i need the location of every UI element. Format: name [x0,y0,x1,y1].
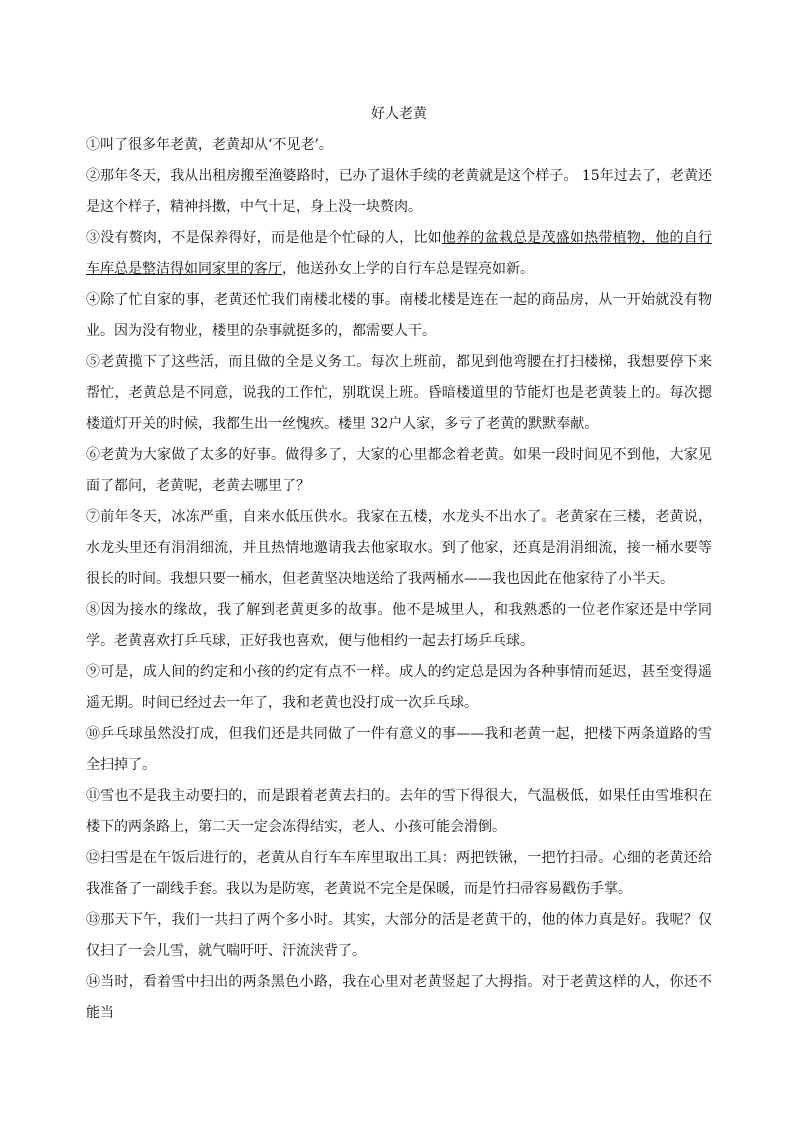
paragraph-3-tail: ，他送孙女上学的自行车总是锃亮如新。 [282,261,534,277]
paragraph-11: ⑪雪也不是我主动要扫的，而是跟着老黄去扫的。去年的雪下得很大，气温极低，如果任由雪堆积在楼下的两条路上，第二天一定会冻得结实，老人、小孩可能会滑倒。 [86,788,712,835]
paragraph-5: ⑤老黄揽下了这些活，而且做的全是义务工。每次上班前，都见到他弯腰在打扫楼梯，我想要停下来帮忙，老黄总是不同意，说我的工作忙，别耽误上班。昏暗楼道里的节能灯也是老黄装上的。每次摁楼道灯开关的时候，我都生出一丝愧疚。楼里 32户人家，多亏了老黄的默默奉献。 [86,354,712,432]
paragraph-7: ⑦前年冬天，冰冻严重，自来水低压供水。我家在五楼，水龙头不出水了。老黄家在三楼，老黄说，水龙头里还有涓涓细流，并且热情地邀请我去他家取水。到了他家，还真是涓涓细流，接一桶水要等很长的时间。我想只要一桶水，但老黄坚决地送给了我两桶水——我也因此在他家待了小半天。 [86,509,712,587]
paragraph-14: ⑭当时，看着雪中扫出的两条黑色小路，我在心里对老黄竖起了大拇指。对于老黄这样的人，你还不能当 [86,974,712,1021]
paragraph-1: ①叫了很多年老黄，老黄却从‘不见老’。 [86,137,333,153]
document-page [86,100,712,1029]
paragraph-9: ⑨可是，成人间的约定和小孩的约定有点不一样。成人的约定总是因为各种事情而延迟，甚至变得遥遥无期。时间已经过去一年了，我和老黄也没打成一次乒乓球。 [86,664,712,711]
underlined-phrase: 他养的盆栽总是茂盛如热带植物，他的自行车库总是整洁得如同家里的客厅 [86,230,712,277]
paragraph-3-lead: ③没有赘肉，不是保养得好，而是他是个忙碌的人，比如 [86,230,442,246]
paragraph-3 [86,223,712,285]
paragraph-13: ⑬那天下午，我们一共扫了两个多小时。其实，大部分的活是老黄干的，他的体力真是好。我呢？仅仅扫了一会儿雪，就气喘吁吁、汗流浃背了。 [86,912,712,959]
paragraph-6: ⑥老黄为大家做了太多的好事。做得多了，大家的心里都念着老黄。如果一段时间见不到他，大家见面了都问，老黄呢，老黄去哪里了？ [86,447,712,494]
paragraph-12: ⑫扫雪是在午饭后进行的，老黄从自行车车库里取出工具：两把铁锹，一把竹扫帚。心细的老黄还给我准备了一副线手套。我以为是防寒，老黄说不完全是保暖，而是竹扫帚容易戳伤手掌。 [86,850,712,897]
paragraph-2: ②那年冬天，我从出租房搬至渔婆路时，已办了退休手续的老黄就是这个样子。 15年过去了，老黄还是这个样子，精神抖擞，中气十足，身上没一块赘肉。 [86,168,712,215]
document-title: 好人老黄 [371,106,427,122]
paragraph-4: ④除了忙自家的事，老黄还忙我们南楼北楼的事。南楼北楼是连在一起的商品房，从一开始就没有物业。因为没有物业，楼里的杂事就挺多的，都需要人干。 [86,292,712,339]
paragraph-10: ⑩乒乓球虽然没打成，但我们还是共同做了一件有意义的事——我和老黄一起，把楼下两条道路的雪全扫掉了。 [86,726,712,773]
paragraph-8: ⑧因为接水的缘故，我了解到老黄更多的故事。他不是城里人，和我熟悉的一位老作家还是中学同学。老黄喜欢打乒乓球，正好我也喜欢，便与他相约一起去打场乒乓球。 [86,602,712,649]
